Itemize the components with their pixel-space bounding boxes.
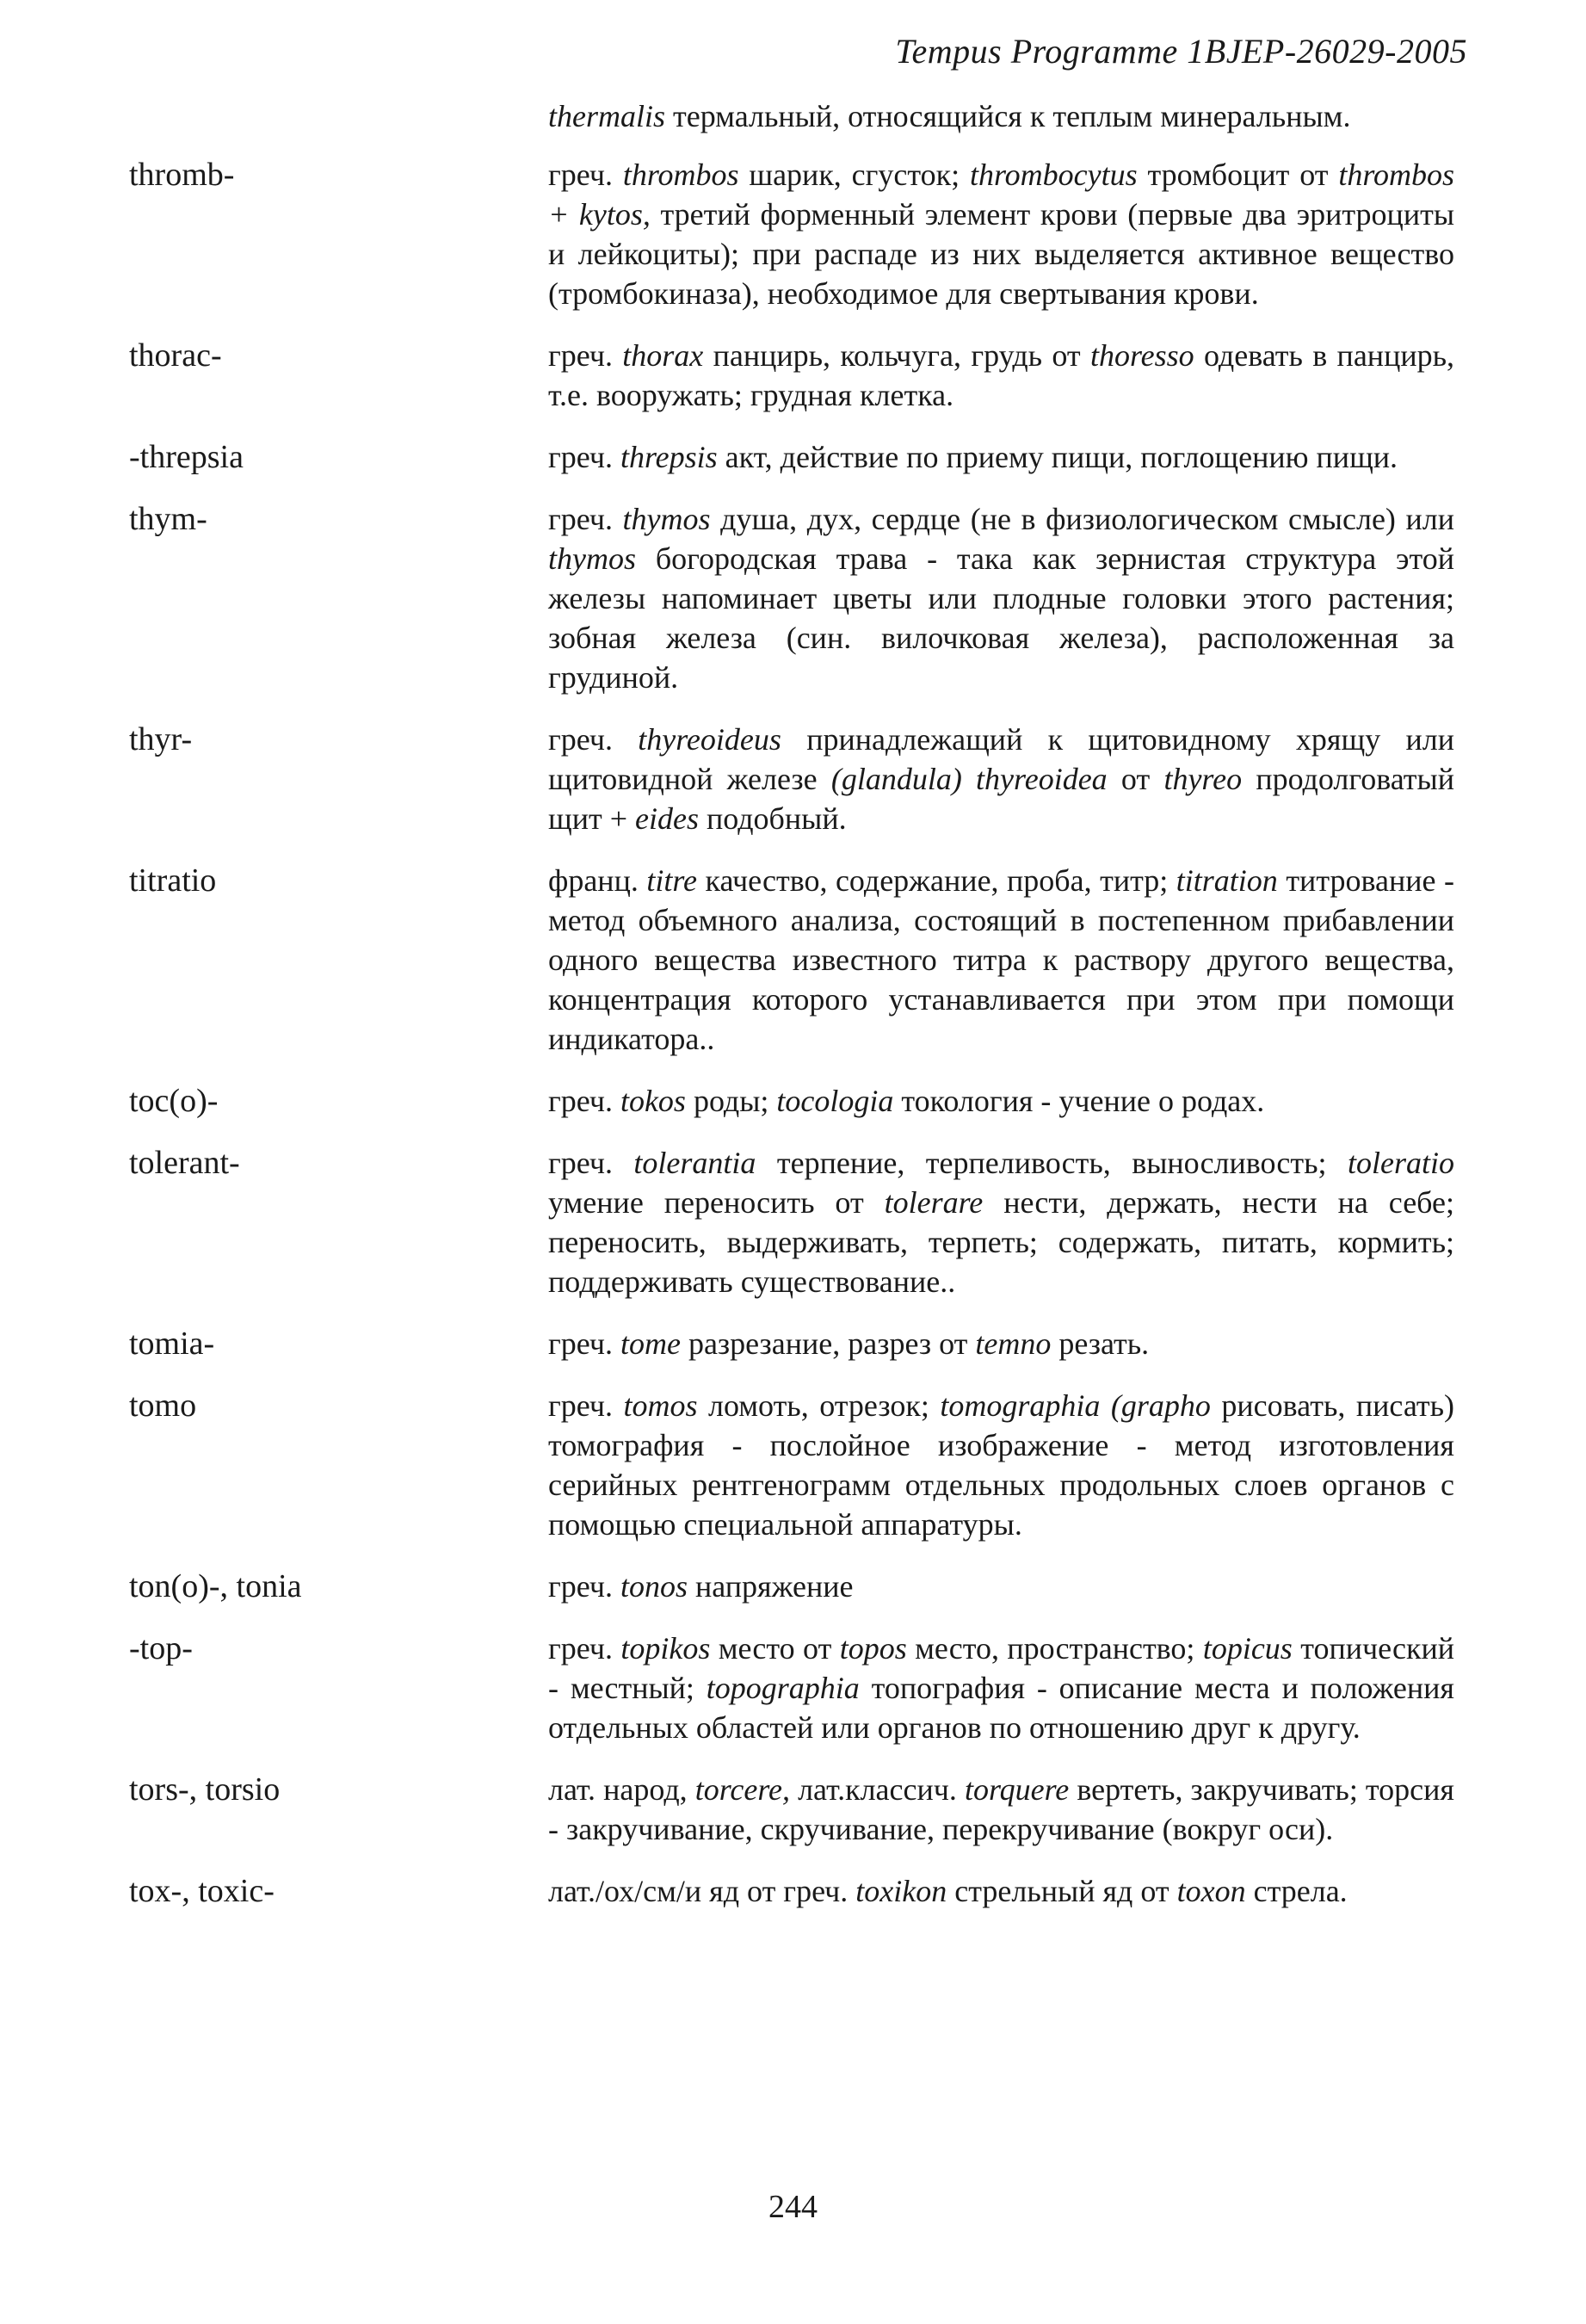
entry-definition <box>548 155 1454 313</box>
definition-text: одевать в панцирь, т.е. вооружать; грудная клетка. <box>548 338 1455 412</box>
entry-term: thym- <box>129 501 207 537</box>
definition-text: третий форменный элемент крови (первые два эритроциты и лейкоциты); при распаде из них выделяется активное вещество (тромбокиназа), необходимое для свертывания крови. <box>548 197 1455 311</box>
glossary-entry <box>129 155 1454 313</box>
entry-term: ton(o)-, tonia <box>129 1568 302 1604</box>
glossary-entry <box>129 720 1454 838</box>
italic-term: toleratio <box>1348 1146 1455 1180</box>
definition-text: греч. <box>548 502 623 536</box>
definition-text: вертеть, закручивать; торсия - закручивание, скручивание, перекручивание (вокруг оси). <box>548 1772 1454 1846</box>
italic-term: topos <box>839 1631 907 1666</box>
definition-text: нести, держать, нести на себе; переносить, выдерживать, терпеть; содержать, питать, кормить; поддерживать существование.. <box>548 1185 1454 1299</box>
italic-term: toxikon <box>855 1874 947 1908</box>
entry-term: toc(o)- <box>129 1083 219 1119</box>
definition-text: тромбоцит от <box>1137 158 1339 192</box>
italic-term: eides <box>635 801 699 836</box>
italic-term: titre <box>646 863 698 898</box>
definition-text: греч. <box>548 1146 634 1180</box>
definition-text: топический - местный; <box>548 1631 1454 1705</box>
italic-term: (glandula) thyreoidea <box>830 762 1108 796</box>
italic-term: thorax <box>622 338 704 373</box>
entry-term: thyr- <box>129 721 193 757</box>
entry-term: tomia- <box>129 1326 215 1362</box>
italic-term: titration <box>1176 863 1278 898</box>
definition-text: греч. <box>548 338 623 373</box>
italic-term: thyreoideus <box>638 722 781 757</box>
definition-text: ломоть, отрезок; <box>697 1388 941 1423</box>
italic-term: thrombocytus <box>970 158 1138 192</box>
definition-text: качество, содержание, проба, титр; <box>697 863 1176 898</box>
entry-definition <box>548 1871 1454 1911</box>
definition-text: место, пространство; <box>906 1631 1203 1666</box>
definition-text: роды; <box>685 1084 777 1118</box>
glossary-entry <box>129 1081 1454 1121</box>
definition-text: умение переносить от <box>548 1185 885 1220</box>
entry-term: tox-, toxic- <box>129 1873 275 1909</box>
definition-text: продолговатый щит + <box>548 762 1454 836</box>
definition-text: напряжение <box>687 1569 854 1604</box>
glossary-entry <box>129 1629 1454 1747</box>
glossary-entry <box>129 1567 1454 1606</box>
italic-term: temno <box>975 1326 1052 1361</box>
italic-term: torcere, <box>694 1772 790 1807</box>
entry-definition <box>548 336 1454 415</box>
entry-definition <box>548 1770 1454 1849</box>
italic-term: thrombos <box>622 158 739 192</box>
definition-text: разрезание, разрез от <box>680 1326 976 1361</box>
definition-text: душа, дух, сердце (не в физиологическом смысле) или <box>710 502 1454 536</box>
entry-definition <box>548 1081 1454 1121</box>
entry-definition <box>548 437 1454 477</box>
definition-text: стрельный яд от <box>947 1874 1177 1908</box>
entry-definition <box>548 1143 1454 1301</box>
italic-term: topographia <box>706 1671 860 1705</box>
glossary-entries <box>129 155 1454 1933</box>
entry-definition <box>548 720 1454 838</box>
definition-text: греч. <box>548 158 623 192</box>
page-header: Tempus Programme 1BJEP-26029-2005 <box>895 32 1467 71</box>
definition-text: акт, действие по приему пищи, поглощению пищи. <box>717 440 1398 474</box>
italic-term: tocologia <box>776 1084 894 1118</box>
glossary-entry <box>129 1324 1454 1363</box>
glossary-entry <box>129 499 1454 697</box>
definition-text: терпение, терпеливость, выносливость; <box>756 1146 1348 1180</box>
italic-term: threpsis <box>620 440 718 474</box>
glossary-entry <box>129 336 1454 415</box>
definition-text: место от <box>710 1631 840 1666</box>
definition-text: панцирь, кольчуга, грудь от <box>703 338 1090 373</box>
glossary-entry <box>129 861 1454 1059</box>
entry-definition <box>548 1567 1454 1606</box>
entry-term: titratio <box>129 862 217 899</box>
definition-text: греч. <box>548 722 639 757</box>
entry-term: tolerant- <box>129 1145 240 1181</box>
italic-term: thymos <box>622 502 711 536</box>
italic-term: tomographia (grapho <box>940 1388 1211 1423</box>
italic-term: tomos <box>623 1388 698 1423</box>
definition-text: лат./ох/см/и яд от греч. <box>548 1874 856 1908</box>
italic-term: tome <box>620 1326 681 1361</box>
definition-text: рисовать, писать) томография - послойное изображение - метод изготовления серийных рентгенограмм отдельных продольных слоев органов с помощью специальной аппаратуры. <box>548 1388 1455 1542</box>
definition-text: термальный, относящийся к теплым минеральным. <box>665 99 1351 133</box>
entry-term: thorac- <box>129 337 222 374</box>
definition-text: греч. <box>548 1084 620 1118</box>
italic-term: topikos <box>620 1631 711 1666</box>
glossary-entry <box>129 1143 1454 1301</box>
entry-term: tors-, torsio <box>129 1771 281 1808</box>
glossary-entry <box>129 1386 1454 1544</box>
definition-text: греч. <box>548 1569 620 1604</box>
definition-text: богородская трава - така как зернистая структура этой железы напоминает цветы или плодные головки этого растения; зобная железа (син. вилочковая железа), расположенная за грудиной. <box>548 541 1454 695</box>
definition-text: токология - учение о родах. <box>893 1084 1265 1118</box>
italic-term: tolerare <box>884 1185 984 1220</box>
italic-term: thoresso <box>1089 338 1194 373</box>
italic-term: thyreo <box>1163 762 1243 796</box>
italic-term: topicus <box>1202 1631 1293 1666</box>
definition-text: шарик, сгусток; <box>738 158 970 192</box>
glossary-entry <box>129 1871 1454 1911</box>
entry-definition <box>548 861 1454 1059</box>
page-number: 244 <box>768 2189 818 2225</box>
definition-text: греч. <box>548 1388 624 1423</box>
definition-text: топография - описание места и положения отдельных областей или органов по отношению друг к другу. <box>548 1671 1454 1745</box>
definition-text: резать. <box>1051 1326 1150 1361</box>
entry-definition <box>548 1324 1454 1363</box>
definition-text: греч. <box>548 440 620 474</box>
entry-term: -threpsia <box>129 439 244 475</box>
entry-definition <box>548 1386 1454 1544</box>
italic-term: thrombos + kytos, <box>548 158 1455 232</box>
italic-term: tonos <box>620 1569 688 1604</box>
italic-term: thermalis <box>548 99 666 133</box>
italic-term: torquere <box>964 1772 1070 1807</box>
definition-text: принадлежащий к щитовидному хрящу или щитовидной железе <box>548 722 1455 796</box>
definition-text: греч. <box>548 1326 620 1361</box>
definition-text: лат.классич. <box>790 1772 965 1807</box>
entry-term: tomo <box>129 1388 197 1424</box>
glossary-entry <box>129 1770 1454 1849</box>
definition-text: титрование - метод объемного анализа, состоящий в постепенном прибавлении одного вещества известного титра к раствору другого вещества, концентрация которого устанавливается при этом при помощи индикатора.. <box>548 863 1454 1056</box>
entry-term: -top- <box>129 1630 193 1666</box>
continued-definition <box>548 96 1454 136</box>
definition-text: от <box>1107 762 1164 796</box>
definition-text: лат. народ, <box>548 1772 695 1807</box>
italic-term: toxon <box>1176 1874 1246 1908</box>
definition-text: франц. <box>548 863 647 898</box>
entry-term: thromb- <box>129 157 235 193</box>
italic-term: tolerantia <box>633 1146 756 1180</box>
definition-text: подобный. <box>699 801 847 836</box>
italic-term: thymos <box>548 541 636 576</box>
entry-definition <box>548 1629 1454 1747</box>
entry-definition <box>548 499 1454 697</box>
definition-text: греч. <box>548 1631 621 1666</box>
glossary-entry <box>129 437 1454 477</box>
definition-text: стрела. <box>1245 1874 1348 1908</box>
italic-term: tokos <box>620 1084 686 1118</box>
